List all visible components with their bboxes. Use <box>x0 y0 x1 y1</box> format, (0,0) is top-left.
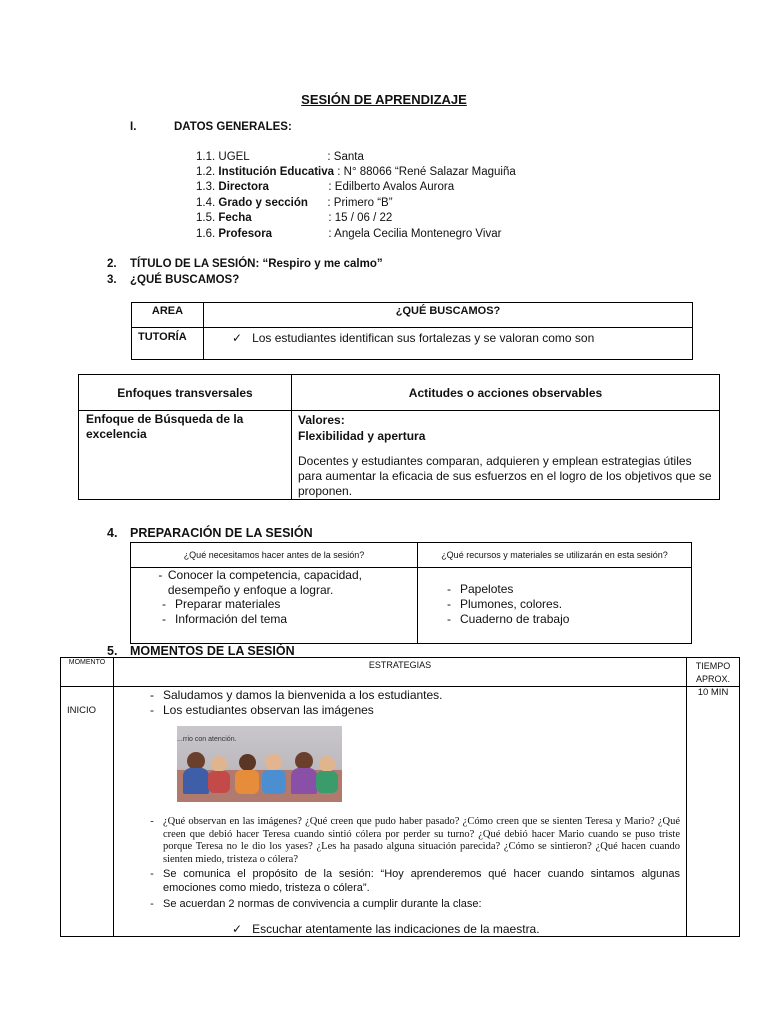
section-4-number: 4. <box>107 526 118 540</box>
valor-flexibilidad: Flexibilidad y apertura <box>298 429 426 443</box>
header-tiempo: TIEMPO APROX. <box>687 658 740 687</box>
header-enfoques: Enfoques transversales <box>79 375 292 411</box>
check-icon: ✓ <box>232 922 243 936</box>
children-illustration <box>177 726 342 802</box>
area-tutoria: TUTORÍA <box>132 328 204 360</box>
list-item: - Información del tema <box>162 611 288 626</box>
preparacion-table <box>130 542 692 644</box>
valores-label: Valores: <box>298 413 345 427</box>
valor-descripcion: Docentes y estudiantes comparan, adquieren y emplean estrategias útiles para aumentar la eficacia de sus esfuerzos en el logro de los objetivos que se proponen. <box>298 454 712 498</box>
enfoque-name: Enfoque de Búsqueda de la excelencia <box>79 411 292 500</box>
estrategias-cell <box>114 687 687 937</box>
section-1-label: DATOS GENERALES: <box>174 121 292 133</box>
list-item: - Preparar materiales <box>162 597 281 611</box>
list-item: - Se comunica el propósito de la sesión: “Hoy aprenderemos qué hacer cuando sintamos algunas emociones como miedo, tristeza o cólera”. <box>150 868 680 894</box>
header-estrategias: ESTRATEGIAS <box>114 658 687 687</box>
momento-inicio: INICIO <box>61 687 114 937</box>
header-antes: ¿Qué necesitamos hacer antes de la sesión? <box>131 543 418 568</box>
datos-row-directora: 1.3. Directora : Edilberto Avalos Aurora <box>196 181 455 193</box>
datos-row-grado: 1.4. Grado y sección : Primero “B” <box>196 197 393 209</box>
recursos-list <box>418 568 692 644</box>
header-area: AREA <box>132 303 204 328</box>
header-actitudes: Actitudes o acciones observables <box>292 375 720 411</box>
list-item: - Saludamos y damos la bienvenida a los estudiantes. <box>150 688 443 702</box>
check-icon: ✓ <box>232 331 243 345</box>
datos-row-fecha: 1.5. Fecha : 15 / 06 / 22 <box>196 212 393 224</box>
buscamos-text: ✓ Los estudiantes identifican sus fortalezas y se valoran como son <box>204 328 693 360</box>
header-momento: MOMENTO <box>61 658 114 687</box>
list-item: - Conocer la competencia, capacidad, desempeño y enfoque a lograr. <box>158 568 362 597</box>
section-3-label: ¿QUÉ BUSCAMOS? <box>130 274 240 286</box>
norma-item: ✓ Escuchar atentamente las indicaciones de la maestra. <box>232 922 540 936</box>
antes-list <box>131 568 418 644</box>
list-item: - Cuaderno de trabajo <box>447 612 570 626</box>
datos-row-institucion: 1.2. Institución Educativa : N° 88066 “René Salazar Maguiña <box>196 166 516 178</box>
list-item: - Papelotes <box>447 582 514 596</box>
enfoques-table <box>78 374 720 500</box>
list-item: - ¿Qué observan en las imágenes? ¿Qué creen que pudo haber pasado? ¿Cómo creen que se sienten Teresa y Mario? ¿Qué creen que debió hacer Teresa cuando sintió cólera por perder su turno? ¿Qué debió hacer Mario cuando se puso triste porque Teresa no le dio los yases? ¿Les ha pasado alguna situación parecida? ¿Cómo se sintieron? ¿Qué hacen cuando sienten miedo, tristeza o cólera? <box>150 816 680 865</box>
list-item: - Se acuerdan 2 normas de convivencia a cumplir durante la clase: <box>150 898 482 910</box>
section-5-number: 5. <box>107 644 118 658</box>
image-caption: ...rrio con atención. <box>177 736 237 743</box>
list-item: - Plumones, colores. <box>447 597 563 611</box>
document-title: SESIÓN DE APRENDIZAJE <box>301 92 467 107</box>
section-5-label: MOMENTOS DE LA SESIÓN <box>130 644 295 658</box>
section-4-label: PREPARACIÓN DE LA SESIÓN <box>130 526 313 540</box>
section-2-label: TÍTULO DE LA SESIÓN: “Respiro y me calmo” <box>130 258 383 270</box>
datos-row-profesora: 1.6. Profesora : Angela Cecilia Montenegro Vivar <box>196 228 502 240</box>
momentos-table <box>60 657 740 937</box>
tiempo-inicio: 10 MIN <box>687 687 740 937</box>
header-recursos: ¿Qué recursos y materiales se utilizarán en esta sesión? <box>418 543 692 568</box>
header-que-buscamos: ¿QUÉ BUSCAMOS? <box>204 303 693 328</box>
section-3-number: 3. <box>107 274 117 286</box>
actitudes-cell <box>292 411 720 500</box>
buscamos-table <box>131 302 693 360</box>
list-item: - Los estudiantes observan las imágenes <box>150 703 374 717</box>
datos-row-ugel: 1.1. UGEL : Santa <box>196 151 364 163</box>
section-2-number: 2. <box>107 258 117 270</box>
section-1-number: I. <box>130 121 137 133</box>
